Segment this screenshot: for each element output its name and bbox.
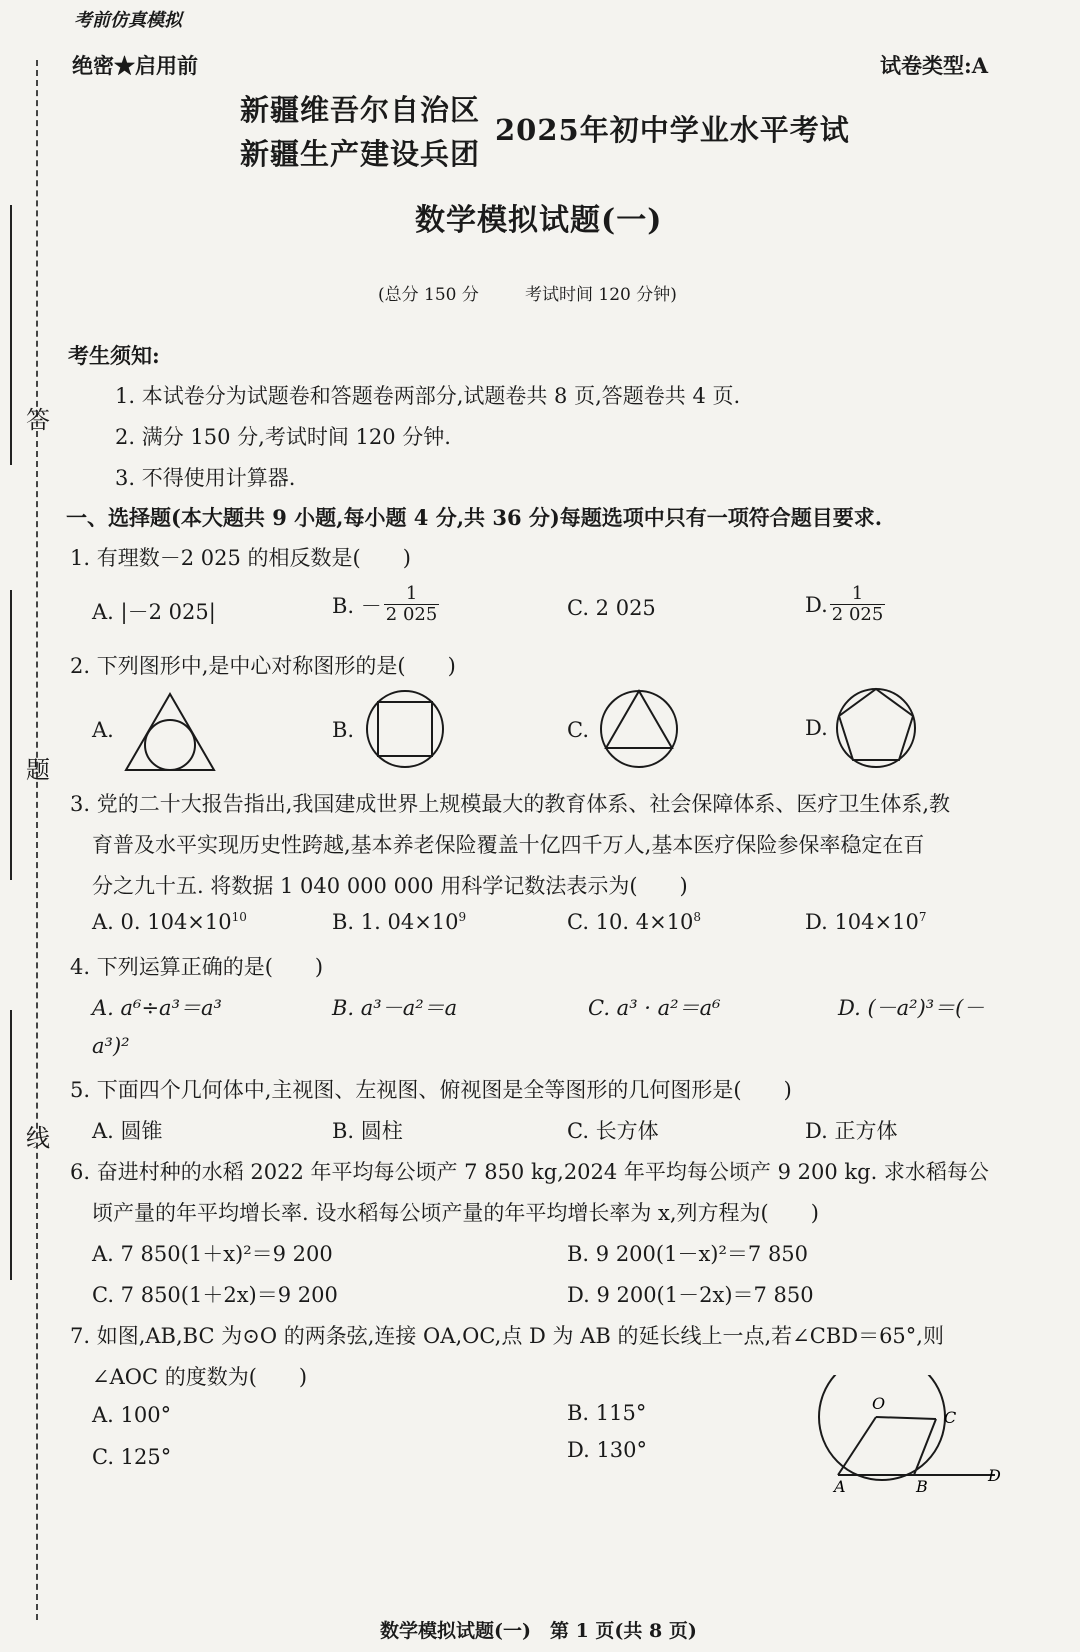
- q5-option-b: B. 圆柱: [332, 1119, 403, 1143]
- q6-option-c: C. 7 850(1＋2x)＝9 200: [92, 1283, 338, 1307]
- q1-b-den: 2 025: [385, 604, 438, 625]
- region-line1: 新疆维吾尔自治区: [240, 93, 481, 127]
- q3-c-base: C. 10. 4×10: [567, 910, 694, 934]
- region-line2: 新疆生产建设兵团: [240, 137, 481, 171]
- q7-label-a: A: [834, 1477, 846, 1496]
- q7-circle-figure: [810, 1375, 1010, 1505]
- q2-figure-d: [834, 686, 918, 770]
- q3-a-base: A. 0. 104×10: [92, 910, 232, 934]
- q3-d-exp: 7: [918, 910, 927, 924]
- q3-line3: 分之九十五. 将数据 1 040 000 000 用科学记数法表示为( ): [92, 874, 688, 898]
- q1-b-prefix: B. －: [332, 593, 382, 618]
- q3-b-exp: 9: [458, 910, 467, 924]
- q2-option-b: B.: [332, 718, 355, 742]
- q3-d-base: D. 104×10: [805, 910, 919, 934]
- q4-option-c: C. a³ · a²＝a⁶: [588, 996, 721, 1020]
- q4-stem: 4. 下列运算正确的是( ): [70, 955, 324, 979]
- q3-option-b: [332, 910, 466, 934]
- subject-title: 数学模拟试题(一): [415, 203, 663, 238]
- q1-d-fraction: [830, 584, 886, 625]
- q7-segment-bc: [914, 1419, 936, 1475]
- q5-option-d: D. 正方体: [805, 1119, 898, 1143]
- binding-dashed-line: [36, 60, 38, 1620]
- q7-line2: ∠AOC 的度数为( ): [92, 1365, 308, 1389]
- q3-option-a: [92, 910, 247, 934]
- q2-figure-a: [122, 690, 218, 774]
- q7-label-b: B: [916, 1477, 928, 1496]
- secret-label: 绝密★启用前: [72, 53, 198, 78]
- score-info: (总分 150 分: [378, 285, 479, 305]
- q7-label-o: O: [872, 1394, 886, 1413]
- time-info: 考试时间 120 分钟): [525, 285, 677, 305]
- stamp-text: 考前仿真模拟: [74, 10, 182, 31]
- q4-option-d: D. (－a²)³＝(－: [838, 996, 985, 1020]
- q7-option-a: A. 100°: [92, 1403, 172, 1427]
- page-footer: 数学模拟试题(一) 第 1 页(共 8 页): [380, 1620, 697, 1642]
- notice-title: 考生须知:: [68, 343, 160, 368]
- q2-option-c: C.: [567, 718, 589, 742]
- exam-title: 2025年初中学业水平考试: [495, 113, 850, 147]
- q6-option-b: B. 9 200(1－x)²＝7 850: [567, 1242, 809, 1266]
- margin-rule: [10, 1010, 12, 1280]
- q5-option-c: C. 长方体: [567, 1119, 659, 1143]
- q2-option-a: A.: [92, 718, 114, 742]
- q6-line1: 6. 奋进村种的水稻 2022 年平均每公顷产 7 850 kg,2024 年平均每公顷产 9 200 kg. 求水稻每公: [70, 1160, 989, 1184]
- q4-option-b: B. a³－a²＝a: [332, 996, 458, 1020]
- notice-item: 2. 满分 150 分,考试时间 120 分钟.: [115, 425, 451, 449]
- q3-a-exp: 10: [231, 910, 247, 924]
- q7-line1: 7. 如图,AB,BC 为⊙O 的两条弦,连接 OA,OC,点 D 为 AB 的延长线上一点,若∠CBD＝65°,则: [70, 1324, 944, 1348]
- paper-type: 试卷类型:A: [880, 53, 989, 78]
- q3-line2: 育普及水平实现历史性跨越,基本养老保险覆盖十亿四千万人,基本医疗保险参保率稳定在百: [92, 833, 925, 857]
- q7-option-c: C. 125°: [92, 1445, 172, 1469]
- margin-rule: [10, 590, 12, 880]
- section-heading: 一、选择题(本大题共 9 小题,每小题 4 分,共 36 分)每题选项中只有一项符合题目要求.: [66, 505, 883, 530]
- q1-stem: 1. 有理数－2 025 的相反数是( ): [70, 546, 411, 570]
- q1-option-b: [332, 584, 439, 625]
- q7-label-d: D: [988, 1466, 1001, 1485]
- margin-char-question: 题: [26, 756, 50, 784]
- notice-item: 3. 不得使用计算器.: [115, 466, 296, 490]
- q5-stem: 5. 下面四个几何体中,主视图、左视图、俯视图是全等图形的几何图形是( ): [70, 1078, 792, 1102]
- q4-option-d-cont: a³)²: [92, 1034, 130, 1058]
- q1-b-num: 1: [405, 583, 418, 604]
- q5-option-a: A. 圆锥: [92, 1119, 163, 1143]
- q7-segment-oa: [838, 1417, 876, 1475]
- margin-rule: [10, 205, 12, 465]
- q1-d-den: 2 025: [831, 604, 884, 625]
- notice-item: 1. 本试卷分为试题卷和答题卷两部分,试题卷共 8 页,答题卷共 4 页.: [115, 384, 741, 408]
- q6-option-a: A. 7 850(1＋x)²＝9 200: [92, 1242, 333, 1266]
- q3-option-c: [567, 910, 701, 934]
- q7-label-c: C: [944, 1408, 957, 1427]
- q3-option-d: [805, 910, 926, 934]
- q7-option-d: D. 130°: [567, 1438, 648, 1462]
- q1-option-c: C. 2 025: [567, 596, 656, 620]
- q3-b-base: B. 1. 04×10: [332, 910, 459, 934]
- q6-line2: 顷产量的年平均增长率. 设水稻每公顷产量的年平均增长率为 x,列方程为( ): [92, 1201, 819, 1225]
- q1-b-fraction: [384, 584, 440, 625]
- margin-char-line: 线: [26, 1124, 50, 1152]
- q6-option-d: D. 9 200(1－2x)＝7 850: [567, 1283, 814, 1307]
- q1-d-prefix: D.: [805, 592, 828, 617]
- q7-option-b: B. 115°: [567, 1401, 647, 1425]
- q3-c-exp: 8: [693, 910, 702, 924]
- q1-option-a: A. |－2 025|: [92, 600, 216, 624]
- q2-stem: 2. 下列图形中,是中心对称图形的是( ): [70, 654, 456, 678]
- margin-char-answer: 答: [26, 406, 50, 434]
- q1-d-num: 1: [851, 583, 864, 604]
- q1-option-d: [805, 584, 885, 625]
- q2-figure-b: [364, 688, 446, 770]
- q2-figure-c: [598, 688, 680, 770]
- q4-option-a: A. a⁶÷a³＝a³: [92, 996, 222, 1020]
- q7-circle: [819, 1375, 945, 1480]
- q7-segment-oc: [876, 1417, 936, 1419]
- q2-option-d: D.: [805, 716, 828, 740]
- q3-line1: 3. 党的二十大报告指出,我国建成世界上规模最大的教育体系、社会保障体系、医疗卫生体系,教: [70, 792, 951, 816]
